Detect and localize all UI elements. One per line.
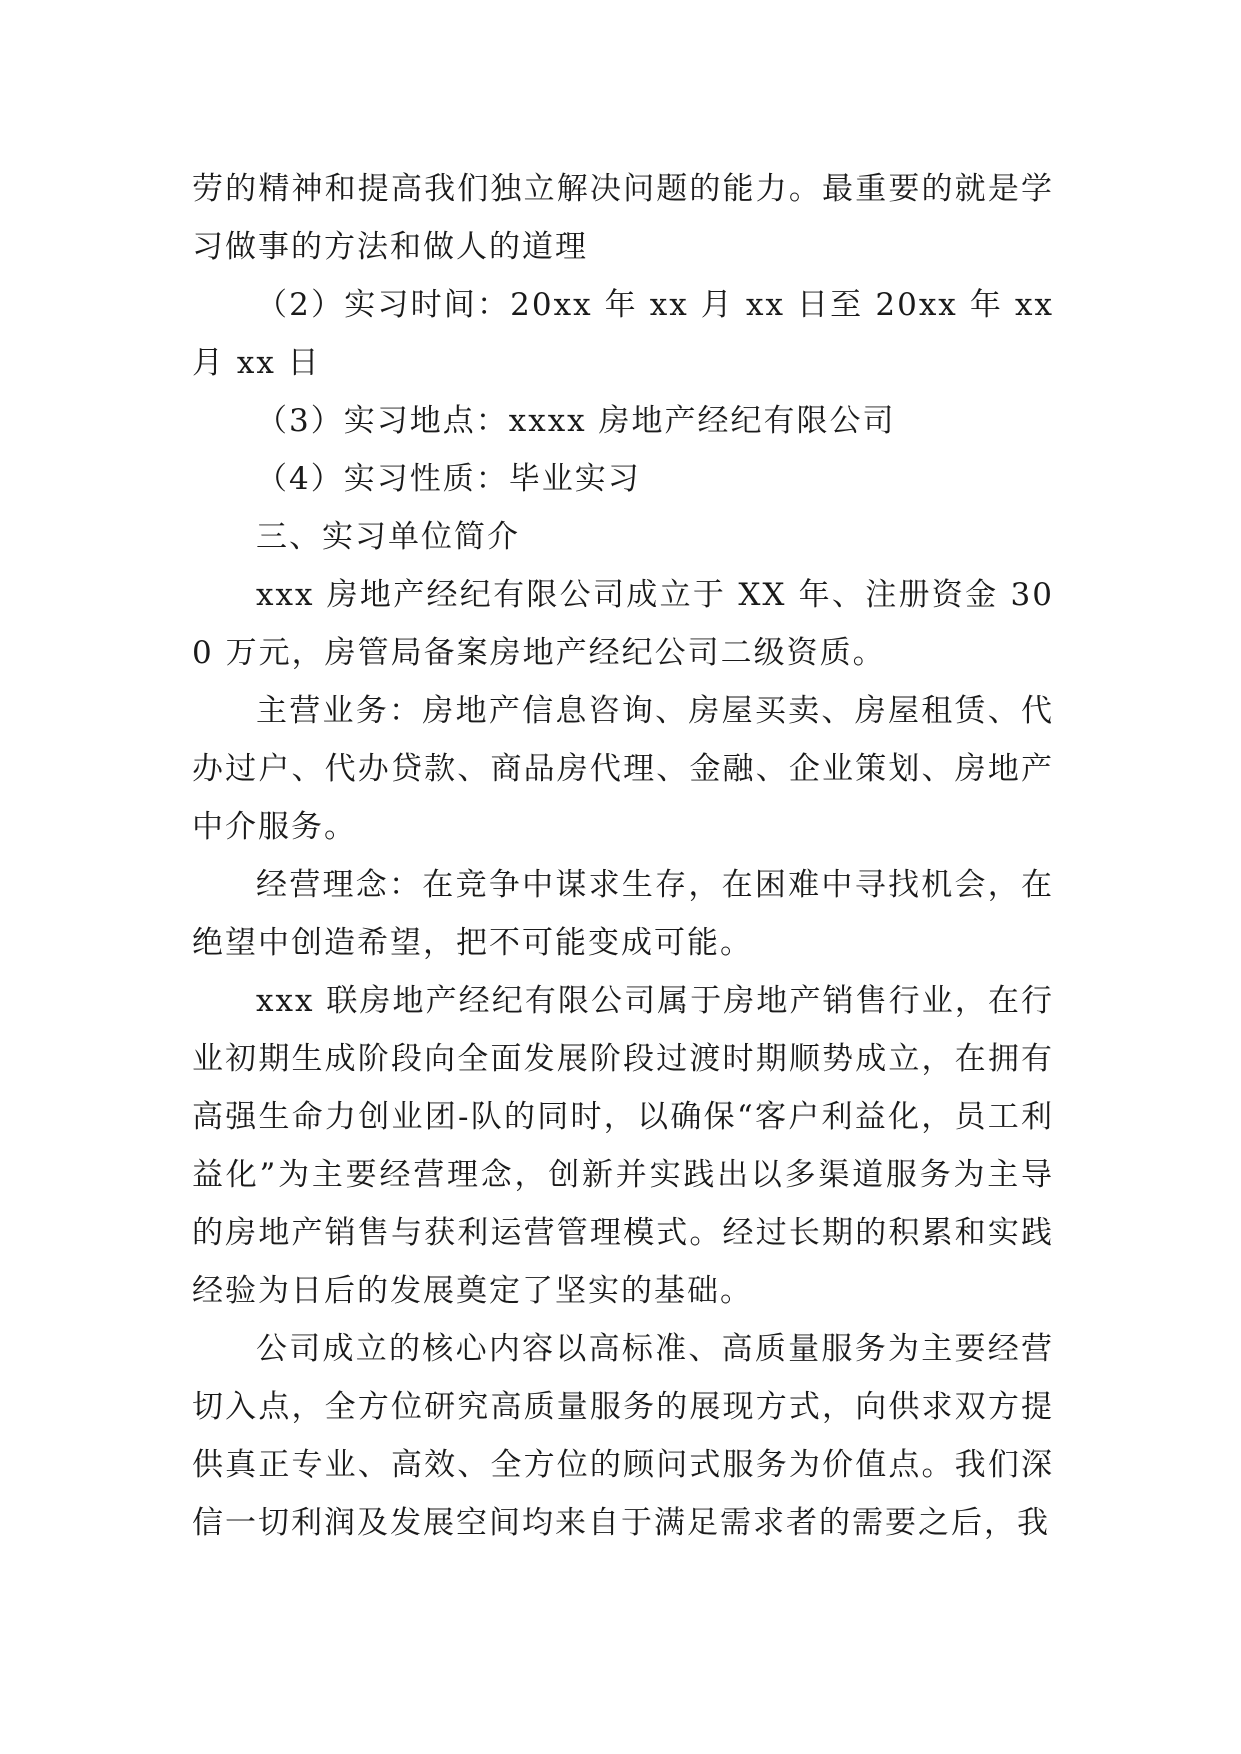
paragraph: 劳的精神和提高我们独立解决问题的能力。最重要的就是学习做事的方法和做人的道理 [192,171,1054,265]
paragraph: （3）实习地点：xxxx 房地产经纪有限公司 [256,403,896,439]
section-heading: 三、实习单位简介 [256,519,520,555]
page-body [192,160,1054,1552]
paragraph: （4）实习性质：毕业实习 [256,461,641,497]
paragraph: （2）实习时间：20xx 年 xx 月 xx 日至 20xx 年 xx 月 xx 日 [192,287,1054,381]
paragraph: 经营理念：在竞争中谋求生存，在困难中寻找机会，在绝望中创造希望，把不可能变成可能。 [192,867,1054,961]
paragraph: 公司成立的核心内容以高标准、高质量服务为主要经营切入点，全方位研究高质量服务的展现方式，向供求双方提供真正专业、高效、全方位的顾问式服务为价值点。我们深信一切利润及发展空间均来自于满足需求者的需要之后，我 [192,1331,1054,1541]
paragraph: xxx 房地产经纪有限公司成立于 XX 年、注册资金 300 万元，房管局备案房地产经纪公司二级资质。 [192,577,1054,671]
paragraph: xxx 联房地产经纪有限公司属于房地产销售行业，在行业初期生成阶段向全面发展阶段过渡时期顺势成立，在拥有高强生命力创业团-队的同时，以确保“客户利益化，员工利益化”为主要经营理念，创新并实践出以多渠道服务为主导的房地产销售与获利运营管理模式。经过长期的积累和实践经验为日后的发展奠定了坚实的基础。 [192,983,1054,1309]
paragraph: 主营业务：房地产信息咨询、房屋买卖、房屋租赁、代办过户、代办贷款、商品房代理、金融、企业策划、房地产中介服务。 [192,693,1054,845]
